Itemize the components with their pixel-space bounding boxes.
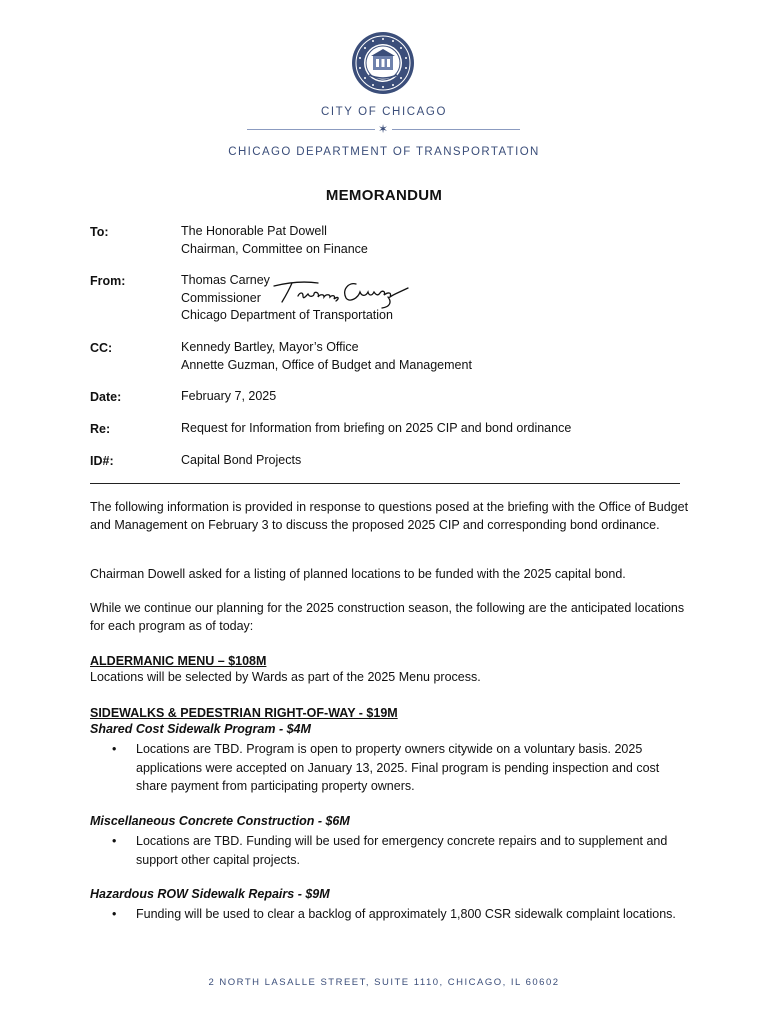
- to-line: The Honorable Pat Dowell: [181, 224, 327, 238]
- header-divider: [90, 483, 680, 484]
- star-icon: ✶: [377, 122, 389, 136]
- cc-line: Kennedy Bartley, Mayor’s Office: [181, 340, 359, 354]
- city-name: CITY OF CHICAGO: [320, 106, 448, 118]
- cc-label: CC:: [90, 341, 113, 355]
- shared-cost-heading: Shared Cost Sidewalk Program - $4M: [90, 722, 311, 736]
- from-line: Thomas Carney: [181, 273, 270, 287]
- list-item-text: Locations are TBD. Funding will be used for emergency concrete repairs and to supplement and support other capital projects.: [136, 834, 668, 867]
- signature: [270, 274, 412, 310]
- list-item-text: Locations are TBD. Program is open to property owners citywide on a voluntary basis. 2025 applications were accepted on January 13, 2025. Final program is pending inspection and cost share payment from participating property owners.: [136, 742, 660, 793]
- sidewalks-heading: SIDEWALKS & PEDESTRIAN RIGHT-OF-WAY - $19M: [90, 706, 398, 720]
- intro-paragraph: The following information is provided in response to questions posed at the briefing with the Office of Budget and Management on February 3 to discuss the proposed 2025 CIP and corresponding bond ordinance.: [90, 500, 689, 532]
- list-item-text: Funding will be used to clear a backlog of approximately 1,800 CSR sidewalk complaint locations.: [136, 907, 676, 921]
- bullet-marker: •: [112, 834, 117, 848]
- date-value: February 7, 2025: [181, 389, 277, 403]
- re-label: Re:: [90, 422, 111, 436]
- letterhead-rule-right: [392, 129, 520, 130]
- aldermanic-heading: ALDERMANIC MENU – $108M: [90, 654, 267, 668]
- bullet-marker: •: [112, 907, 117, 921]
- misc-concrete-heading: Miscellaneous Concrete Construction - $6M: [90, 814, 350, 828]
- cc-line: Annette Guzman, Office of Budget and Management: [181, 357, 472, 372]
- bullet-marker: •: [112, 742, 117, 756]
- cc-value: [181, 339, 472, 374]
- hazardous-row-heading: Hazardous ROW Sidewalk Repairs - $9M: [90, 887, 330, 901]
- city-seal-icon: [351, 31, 415, 95]
- request-paragraph: Chairman Dowell asked for a listing of planned locations to be funded with the 2025 capital bond.: [90, 567, 626, 581]
- memo-title: MEMORANDUM: [325, 187, 443, 204]
- from-line: Commissioner: [181, 290, 261, 305]
- to-value: [181, 223, 368, 258]
- department-name: CHICAGO DEPARTMENT OF TRANSPORTATION: [228, 146, 540, 158]
- from-label: From:: [90, 274, 126, 288]
- to-label: To:: [90, 225, 109, 239]
- re-value: Request for Information from briefing on 2025 CIP and bond ordinance: [181, 421, 572, 435]
- planning-paragraph: While we continue our planning for the 2025 construction season, the following are the anticipated locations for each program as of today:: [90, 601, 685, 633]
- date-label: Date:: [90, 390, 122, 404]
- id-value: Capital Bond Projects: [181, 453, 302, 467]
- footer-address: 2 NORTH LASALLE STREET, SUITE 1110, CHICAGO, IL 60602: [208, 977, 560, 988]
- id-label: ID#:: [90, 454, 114, 468]
- letterhead-rule-left: [247, 129, 375, 130]
- aldermanic-text: Locations will be selected by Wards as part of the 2025 Menu process.: [90, 670, 481, 684]
- from-line: Chicago Department of Transportation: [181, 308, 393, 322]
- to-line: Chairman, Committee on Finance: [181, 241, 368, 256]
